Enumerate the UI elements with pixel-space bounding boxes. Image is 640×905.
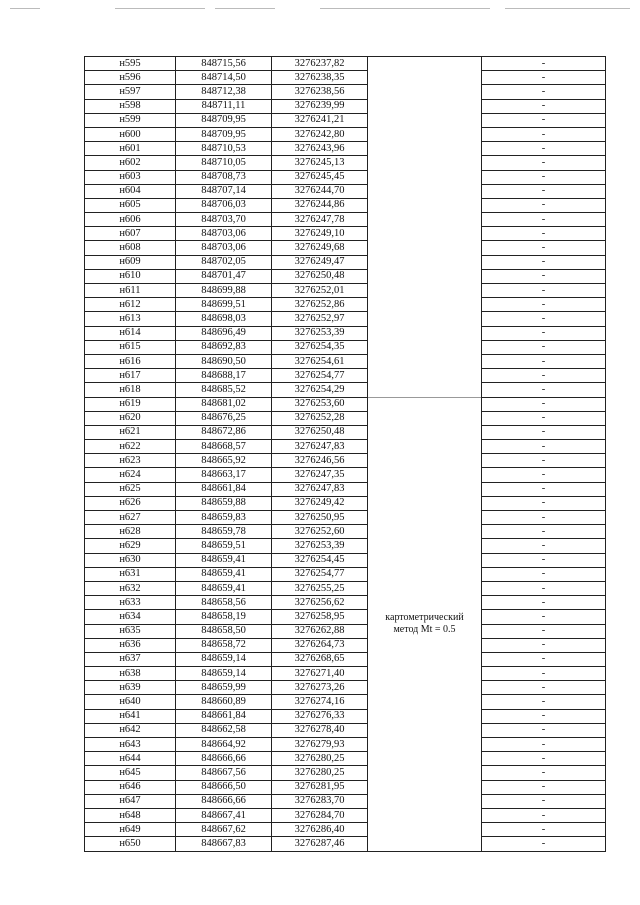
coord-y: 3276238,35 [272, 71, 368, 85]
coord-x: 848709,95 [176, 127, 272, 141]
point-number: н625 [85, 482, 176, 496]
coordinates-table [84, 56, 606, 852]
coord-x: 848711,11 [176, 99, 272, 113]
coord-x: 848688,17 [176, 369, 272, 383]
coord-y: 3276244,70 [272, 184, 368, 198]
accuracy-dash: - [482, 468, 606, 482]
accuracy-dash: - [482, 638, 606, 652]
table-row [85, 198, 606, 212]
table-row [85, 127, 606, 141]
coord-y: 3276250,95 [272, 511, 368, 525]
accuracy-dash: - [482, 326, 606, 340]
accuracy-dash: - [482, 425, 606, 439]
table-row [85, 142, 606, 156]
coord-x: 848706,03 [176, 198, 272, 212]
point-number: н646 [85, 780, 176, 794]
point-number: н631 [85, 567, 176, 581]
coord-x: 848685,52 [176, 383, 272, 397]
point-number: н627 [85, 511, 176, 525]
coord-x: 848672,86 [176, 425, 272, 439]
table-row [85, 298, 606, 312]
accuracy-dash: - [482, 71, 606, 85]
point-number: н606 [85, 213, 176, 227]
accuracy-dash: - [482, 298, 606, 312]
coord-y: 3276256,62 [272, 596, 368, 610]
point-number: н603 [85, 170, 176, 184]
table-row [85, 213, 606, 227]
coord-x: 848707,14 [176, 184, 272, 198]
point-number: н611 [85, 284, 176, 298]
coord-y: 3276278,40 [272, 723, 368, 737]
coordinates-table-body [85, 57, 606, 852]
accuracy-dash: - [482, 255, 606, 269]
coord-x: 848665,92 [176, 454, 272, 468]
header-rule [115, 8, 205, 9]
coord-y: 3276254,45 [272, 553, 368, 567]
table-row [85, 425, 606, 439]
coord-x: 848681,02 [176, 397, 272, 411]
coord-x: 848709,95 [176, 113, 272, 127]
coord-x: 848698,03 [176, 312, 272, 326]
point-number: н641 [85, 709, 176, 723]
accuracy-dash: - [482, 411, 606, 425]
point-number: н647 [85, 794, 176, 808]
accuracy-dash: - [482, 142, 606, 156]
accuracy-dash: - [482, 823, 606, 837]
coord-y: 3276237,82 [272, 57, 368, 71]
coord-y: 3276250,48 [272, 269, 368, 283]
accuracy-dash: - [482, 184, 606, 198]
coord-x: 848658,19 [176, 610, 272, 624]
accuracy-dash: - [482, 454, 606, 468]
accuracy-dash: - [482, 695, 606, 709]
coord-y: 3276255,25 [272, 581, 368, 595]
coord-x: 848661,84 [176, 482, 272, 496]
accuracy-dash: - [482, 581, 606, 595]
coord-y: 3276243,96 [272, 142, 368, 156]
coord-x: 848658,72 [176, 638, 272, 652]
accuracy-dash: - [482, 369, 606, 383]
accuracy-dash: - [482, 723, 606, 737]
table-row [85, 71, 606, 85]
point-number: н640 [85, 695, 176, 709]
table-row [85, 383, 606, 397]
accuracy-dash: - [482, 539, 606, 553]
coord-y: 3276252,28 [272, 411, 368, 425]
coord-y: 3276253,60 [272, 397, 368, 411]
table-row [85, 99, 606, 113]
coord-y: 3276283,70 [272, 794, 368, 808]
table-row [85, 652, 606, 666]
coord-y: 3276242,80 [272, 127, 368, 141]
point-number: н634 [85, 610, 176, 624]
coord-y: 3276247,78 [272, 213, 368, 227]
point-number: н629 [85, 539, 176, 553]
point-number: н613 [85, 312, 176, 326]
coord-x: 848658,56 [176, 596, 272, 610]
accuracy-dash: - [482, 596, 606, 610]
coord-y: 3276287,46 [272, 837, 368, 851]
accuracy-dash: - [482, 284, 606, 298]
point-number: н643 [85, 738, 176, 752]
table-row [85, 496, 606, 510]
point-number: н650 [85, 837, 176, 851]
table-row [85, 610, 606, 624]
accuracy-dash: - [482, 85, 606, 99]
point-number: н617 [85, 369, 176, 383]
coord-y: 3276274,16 [272, 695, 368, 709]
coord-x: 848663,17 [176, 468, 272, 482]
coord-y: 3276279,93 [272, 738, 368, 752]
coord-x: 848710,05 [176, 156, 272, 170]
coord-y: 3276254,77 [272, 369, 368, 383]
point-number: н620 [85, 411, 176, 425]
coord-x: 848699,51 [176, 298, 272, 312]
coord-y: 3276262,88 [272, 624, 368, 638]
table-row [85, 667, 606, 681]
coord-y: 3276258,95 [272, 610, 368, 624]
table-row [85, 312, 606, 326]
accuracy-dash: - [482, 440, 606, 454]
method-cell [368, 397, 482, 851]
coord-x: 848659,83 [176, 511, 272, 525]
coord-y: 3276253,39 [272, 326, 368, 340]
point-number: н638 [85, 667, 176, 681]
coord-x: 848659,51 [176, 539, 272, 553]
coord-x: 848664,92 [176, 738, 272, 752]
point-number: н607 [85, 227, 176, 241]
point-number: н612 [85, 298, 176, 312]
table-row [85, 723, 606, 737]
table-row [85, 440, 606, 454]
coord-x: 848701,47 [176, 269, 272, 283]
coord-y: 3276252,60 [272, 525, 368, 539]
coord-x: 848667,56 [176, 766, 272, 780]
coord-y: 3276247,35 [272, 468, 368, 482]
header-rule [215, 8, 275, 9]
coord-x: 848703,70 [176, 213, 272, 227]
coord-x: 848692,83 [176, 340, 272, 354]
header-rule [320, 8, 490, 9]
accuracy-dash: - [482, 610, 606, 624]
coord-x: 848659,41 [176, 553, 272, 567]
table-row [85, 156, 606, 170]
coord-y: 3276254,29 [272, 383, 368, 397]
coord-y: 3276280,25 [272, 752, 368, 766]
accuracy-dash: - [482, 837, 606, 851]
point-number: н602 [85, 156, 176, 170]
point-number: н644 [85, 752, 176, 766]
coord-x: 848659,78 [176, 525, 272, 539]
coord-y: 3276281,95 [272, 780, 368, 794]
coord-y: 3276268,65 [272, 652, 368, 666]
accuracy-dash: - [482, 340, 606, 354]
table-row [85, 780, 606, 794]
table-row [85, 837, 606, 851]
coord-y: 3276241,21 [272, 113, 368, 127]
method-line-1: картометрический [385, 612, 464, 623]
point-number: н621 [85, 425, 176, 439]
coord-y: 3276250,48 [272, 425, 368, 439]
table-row [85, 567, 606, 581]
point-number: н635 [85, 624, 176, 638]
table-row [85, 255, 606, 269]
point-number: н597 [85, 85, 176, 99]
table-row [85, 511, 606, 525]
point-number: н618 [85, 383, 176, 397]
coord-x: 848712,38 [176, 85, 272, 99]
accuracy-dash: - [482, 496, 606, 510]
accuracy-dash: - [482, 482, 606, 496]
header-rule [505, 8, 630, 9]
table-row [85, 269, 606, 283]
accuracy-dash: - [482, 127, 606, 141]
coord-y: 3276247,83 [272, 440, 368, 454]
table-row [85, 227, 606, 241]
table-row [85, 184, 606, 198]
coord-y: 3276239,99 [272, 99, 368, 113]
coord-x: 848699,88 [176, 284, 272, 298]
point-number: н645 [85, 766, 176, 780]
accuracy-dash: - [482, 383, 606, 397]
table-row [85, 482, 606, 496]
coord-x: 848659,99 [176, 681, 272, 695]
coord-x: 848662,58 [176, 723, 272, 737]
accuracy-dash: - [482, 667, 606, 681]
point-number: н596 [85, 71, 176, 85]
point-number: н614 [85, 326, 176, 340]
point-number: н630 [85, 553, 176, 567]
coord-y: 3276246,56 [272, 454, 368, 468]
table-row [85, 808, 606, 822]
point-number: н616 [85, 354, 176, 368]
table-row [85, 85, 606, 99]
table-row [85, 794, 606, 808]
table-row [85, 326, 606, 340]
coord-y: 3276252,97 [272, 312, 368, 326]
point-number: н610 [85, 269, 176, 283]
accuracy-dash: - [482, 354, 606, 368]
point-number: н637 [85, 652, 176, 666]
coord-y: 3276249,47 [272, 255, 368, 269]
accuracy-dash: - [482, 766, 606, 780]
table-row [85, 241, 606, 255]
point-number: н623 [85, 454, 176, 468]
coord-x: 848659,41 [176, 567, 272, 581]
coord-x: 848666,66 [176, 752, 272, 766]
coord-x: 848668,57 [176, 440, 272, 454]
table-row [85, 624, 606, 638]
point-number: н639 [85, 681, 176, 695]
accuracy-dash: - [482, 312, 606, 326]
accuracy-dash: - [482, 397, 606, 411]
accuracy-dash: - [482, 511, 606, 525]
coord-x: 848661,84 [176, 709, 272, 723]
accuracy-dash: - [482, 198, 606, 212]
coord-x: 848690,50 [176, 354, 272, 368]
coord-y: 3276280,25 [272, 766, 368, 780]
header-rule [10, 8, 40, 9]
table-row [85, 340, 606, 354]
table-row [85, 681, 606, 695]
accuracy-dash: - [482, 99, 606, 113]
coord-x: 848696,49 [176, 326, 272, 340]
point-number: н649 [85, 823, 176, 837]
point-number: н642 [85, 723, 176, 737]
accuracy-dash: - [482, 227, 606, 241]
method-cell-empty [368, 57, 482, 398]
accuracy-dash: - [482, 156, 606, 170]
accuracy-dash: - [482, 213, 606, 227]
accuracy-dash: - [482, 681, 606, 695]
point-number: н632 [85, 581, 176, 595]
table-row [85, 525, 606, 539]
coord-x: 848659,14 [176, 652, 272, 666]
table-row [85, 397, 606, 411]
coord-x: 848658,50 [176, 624, 272, 638]
coord-y: 3276252,01 [272, 284, 368, 298]
coord-y: 3276238,56 [272, 85, 368, 99]
coord-x: 848714,50 [176, 71, 272, 85]
table-row [85, 709, 606, 723]
coord-y: 3276249,42 [272, 496, 368, 510]
coord-y: 3276245,13 [272, 156, 368, 170]
table-row [85, 468, 606, 482]
accuracy-dash: - [482, 113, 606, 127]
table-row [85, 823, 606, 837]
coord-y: 3276245,45 [272, 170, 368, 184]
table-row [85, 553, 606, 567]
coord-x: 848710,53 [176, 142, 272, 156]
coord-y: 3276252,86 [272, 298, 368, 312]
accuracy-dash: - [482, 525, 606, 539]
point-number: н628 [85, 525, 176, 539]
accuracy-dash: - [482, 553, 606, 567]
coord-x: 848666,66 [176, 794, 272, 808]
method-line-2: метод Mt = 0.5 [393, 624, 456, 635]
point-number: н615 [85, 340, 176, 354]
table-row [85, 695, 606, 709]
accuracy-dash: - [482, 57, 606, 71]
accuracy-dash: - [482, 780, 606, 794]
table-row [85, 596, 606, 610]
table-row [85, 638, 606, 652]
coord-x: 848659,88 [176, 496, 272, 510]
coord-x: 848676,25 [176, 411, 272, 425]
coord-y: 3276249,10 [272, 227, 368, 241]
table-row [85, 411, 606, 425]
table-row [85, 57, 606, 71]
coord-x: 848659,41 [176, 581, 272, 595]
accuracy-dash: - [482, 241, 606, 255]
accuracy-dash: - [482, 808, 606, 822]
coord-x: 848703,06 [176, 241, 272, 255]
coord-x: 848667,41 [176, 808, 272, 822]
point-number: н601 [85, 142, 176, 156]
coord-y: 3276249,68 [272, 241, 368, 255]
table-row [85, 752, 606, 766]
point-number: н648 [85, 808, 176, 822]
coord-y: 3276247,83 [272, 482, 368, 496]
coord-y: 3276253,39 [272, 539, 368, 553]
point-number: н619 [85, 397, 176, 411]
point-number: н608 [85, 241, 176, 255]
coord-y: 3276264,73 [272, 638, 368, 652]
coord-x: 848715,56 [176, 57, 272, 71]
table-row [85, 454, 606, 468]
coord-x: 848708,73 [176, 170, 272, 184]
table-row [85, 539, 606, 553]
table-row [85, 738, 606, 752]
table-row [85, 284, 606, 298]
accuracy-dash: - [482, 567, 606, 581]
coord-y: 3276273,26 [272, 681, 368, 695]
point-number: н599 [85, 113, 176, 127]
point-number: н636 [85, 638, 176, 652]
coord-x: 848659,14 [176, 667, 272, 681]
point-number: н624 [85, 468, 176, 482]
coord-y: 3276286,40 [272, 823, 368, 837]
point-number: н626 [85, 496, 176, 510]
accuracy-dash: - [482, 652, 606, 666]
table-row [85, 170, 606, 184]
coord-y: 3276244,86 [272, 198, 368, 212]
point-number: н633 [85, 596, 176, 610]
coord-y: 3276254,35 [272, 340, 368, 354]
accuracy-dash: - [482, 170, 606, 184]
coord-x: 848667,62 [176, 823, 272, 837]
point-number: н605 [85, 198, 176, 212]
accuracy-dash: - [482, 752, 606, 766]
table-row [85, 113, 606, 127]
coord-y: 3276276,33 [272, 709, 368, 723]
coord-x: 848703,06 [176, 227, 272, 241]
coord-y: 3276271,40 [272, 667, 368, 681]
point-number: н595 [85, 57, 176, 71]
coord-x: 848667,83 [176, 837, 272, 851]
coord-x: 848666,50 [176, 780, 272, 794]
accuracy-dash: - [482, 709, 606, 723]
coord-y: 3276284,70 [272, 808, 368, 822]
table-row [85, 369, 606, 383]
point-number: н604 [85, 184, 176, 198]
accuracy-dash: - [482, 269, 606, 283]
coord-y: 3276254,61 [272, 354, 368, 368]
accuracy-dash: - [482, 794, 606, 808]
accuracy-dash: - [482, 738, 606, 752]
table-row [85, 581, 606, 595]
point-number: н609 [85, 255, 176, 269]
point-number: н598 [85, 99, 176, 113]
coord-x: 848660,89 [176, 695, 272, 709]
table-row [85, 354, 606, 368]
point-number: н622 [85, 440, 176, 454]
accuracy-dash: - [482, 624, 606, 638]
point-number: н600 [85, 127, 176, 141]
coord-y: 3276254,77 [272, 567, 368, 581]
coord-x: 848702,05 [176, 255, 272, 269]
table-row [85, 766, 606, 780]
